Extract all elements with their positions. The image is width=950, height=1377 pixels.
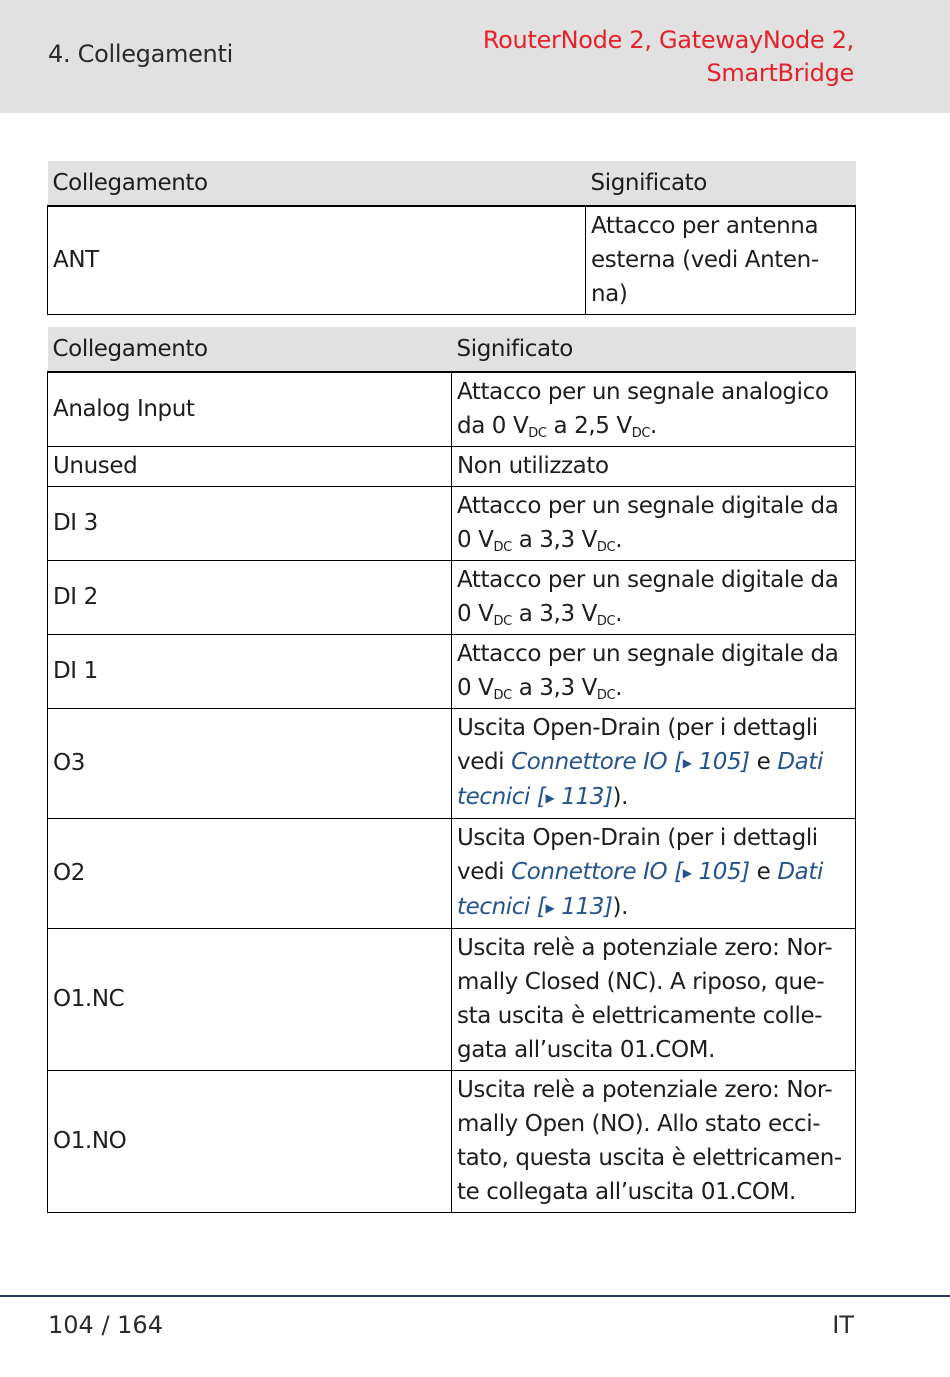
meaning-cell (586, 206, 856, 315)
meaning-line: Attacco per un segnale analogico (457, 379, 829, 405)
link-text: Dati (777, 749, 823, 775)
meaning-cell (452, 819, 856, 929)
link-page: 105] (691, 859, 750, 885)
meaning-text: da 0 V (457, 413, 529, 439)
column-header-meaning: Significato (452, 327, 856, 372)
meaning-line: Attacco per antenna (591, 213, 819, 239)
meaning-line: Uscita relè a potenziale zero: Nor- (457, 1077, 833, 1103)
dc-subscript: DC (528, 426, 547, 441)
meaning-text: ). (612, 784, 629, 810)
meaning-line: esterna (vedi Anten- (591, 247, 819, 273)
link-text: tecnici [ (457, 894, 546, 920)
column-header-meaning: Significato (586, 161, 856, 206)
column-header-connection: Collegamento (48, 327, 452, 372)
table-row (48, 561, 856, 635)
table-row (48, 447, 856, 487)
column-header-connection: Collegamento (48, 161, 586, 206)
connettore-io-link[interactable] (511, 859, 750, 885)
meaning-cell (452, 372, 856, 447)
language-code: IT (832, 1311, 854, 1339)
table-header-row (48, 161, 856, 206)
table-row (48, 372, 856, 447)
footer-divider (0, 1295, 950, 1297)
meaning-line: tato, questa uscita è elettricamen- (457, 1145, 842, 1171)
meaning-text: e (749, 749, 778, 775)
meaning-line: Uscita Open-Drain (per i dettagli (457, 715, 818, 741)
dc-subscript: DC (596, 540, 616, 555)
connection-cell: Analog Input (48, 372, 452, 447)
connection-cell: O3 (48, 709, 452, 819)
connection-cell: O1.NC (48, 929, 452, 1071)
table-row (48, 929, 856, 1071)
meaning-text: a 2,5 V (546, 413, 632, 439)
meaning-cell (452, 929, 856, 1071)
product-title (483, 24, 854, 90)
table-row (48, 1071, 856, 1213)
connection-cell: ANT (48, 206, 586, 315)
meaning-text: 0 V (457, 675, 494, 701)
connection-cell: Unused (48, 447, 452, 487)
meaning-text: . (615, 527, 623, 553)
dc-subscript: DC (631, 426, 651, 441)
meaning-cell (452, 635, 856, 709)
meaning-text: a 3,3 V (511, 527, 597, 553)
connection-cell: O1.NO (48, 1071, 452, 1213)
table-row (48, 709, 856, 819)
meaning-line: Uscita relè a potenziale zero: Nor- (457, 935, 833, 961)
table-header-row (48, 327, 856, 372)
meaning-line: Attacco per un segnale digitale da (457, 493, 839, 519)
meaning-text: . (615, 601, 623, 627)
dc-subscript: DC (493, 540, 512, 555)
meaning-text: a 3,3 V (511, 601, 597, 627)
link-text: tecnici [ (457, 784, 546, 810)
right-triangle-icon: ▶ (545, 901, 555, 915)
link-page: 113] (554, 894, 613, 920)
meaning-cell (452, 487, 856, 561)
table-row (48, 635, 856, 709)
right-triangle-icon: ▶ (682, 866, 692, 880)
meaning-cell (452, 709, 856, 819)
connections-table-io (47, 327, 856, 1213)
right-triangle-icon: ▶ (545, 791, 555, 805)
page-header (0, 0, 950, 113)
connection-cell: DI 3 (48, 487, 452, 561)
product-title-line-1: RouterNode 2, GatewayNode 2, (482, 26, 854, 54)
meaning-line: sta uscita è elettricamente colle- (457, 1003, 823, 1029)
dc-subscript: DC (596, 688, 616, 703)
meaning-line: te collegata all’uscita 01.COM. (457, 1179, 796, 1205)
connection-cell: DI 1 (48, 635, 452, 709)
meaning-text: . (650, 413, 657, 439)
section-title: 4. Collegamenti (48, 40, 233, 68)
meaning-text: 0 V (457, 527, 494, 553)
dc-subscript: DC (596, 614, 616, 629)
meaning-text: . (615, 675, 623, 701)
meaning-text: vedi (457, 749, 512, 775)
link-text: Connettore IO [ (511, 859, 683, 885)
meaning-text: 0 V (457, 601, 494, 627)
connettore-io-link[interactable] (511, 749, 750, 775)
right-triangle-icon: ▶ (682, 756, 692, 770)
meaning-cell (452, 561, 856, 635)
link-text: Connettore IO [ (511, 749, 683, 775)
page-number: 104 / 164 (48, 1311, 163, 1339)
meaning-line: gata all’uscita 01.COM. (457, 1037, 716, 1063)
meaning-line: Uscita Open-Drain (per i dettagli (457, 825, 818, 851)
dc-subscript: DC (493, 614, 512, 629)
table-row (48, 819, 856, 929)
link-page: 105] (691, 749, 750, 775)
meaning-line: mally Closed (NC). A riposo, que- (457, 969, 825, 995)
meaning-text: a 3,3 V (511, 675, 597, 701)
table-row (48, 487, 856, 561)
meaning-cell: Non utilizzato (452, 447, 856, 487)
product-title-line-2: SmartBridge (706, 59, 854, 87)
link-page: 113] (554, 784, 613, 810)
connection-cell: O2 (48, 819, 452, 929)
meaning-line: na) (591, 281, 628, 307)
meaning-cell (452, 1071, 856, 1213)
meaning-line: Attacco per un segnale digitale da (457, 641, 839, 667)
meaning-line: Attacco per un segnale digitale da (457, 567, 839, 593)
meaning-line: mally Open (NO). Allo stato ecci- (457, 1111, 821, 1137)
connections-table-ant (47, 161, 856, 315)
link-text: Dati (777, 859, 823, 885)
meaning-text: ). (612, 894, 629, 920)
connection-cell: DI 2 (48, 561, 452, 635)
table-row (48, 206, 856, 315)
meaning-text: e (749, 859, 778, 885)
meaning-text: vedi (457, 859, 512, 885)
dc-subscript: DC (493, 688, 512, 703)
